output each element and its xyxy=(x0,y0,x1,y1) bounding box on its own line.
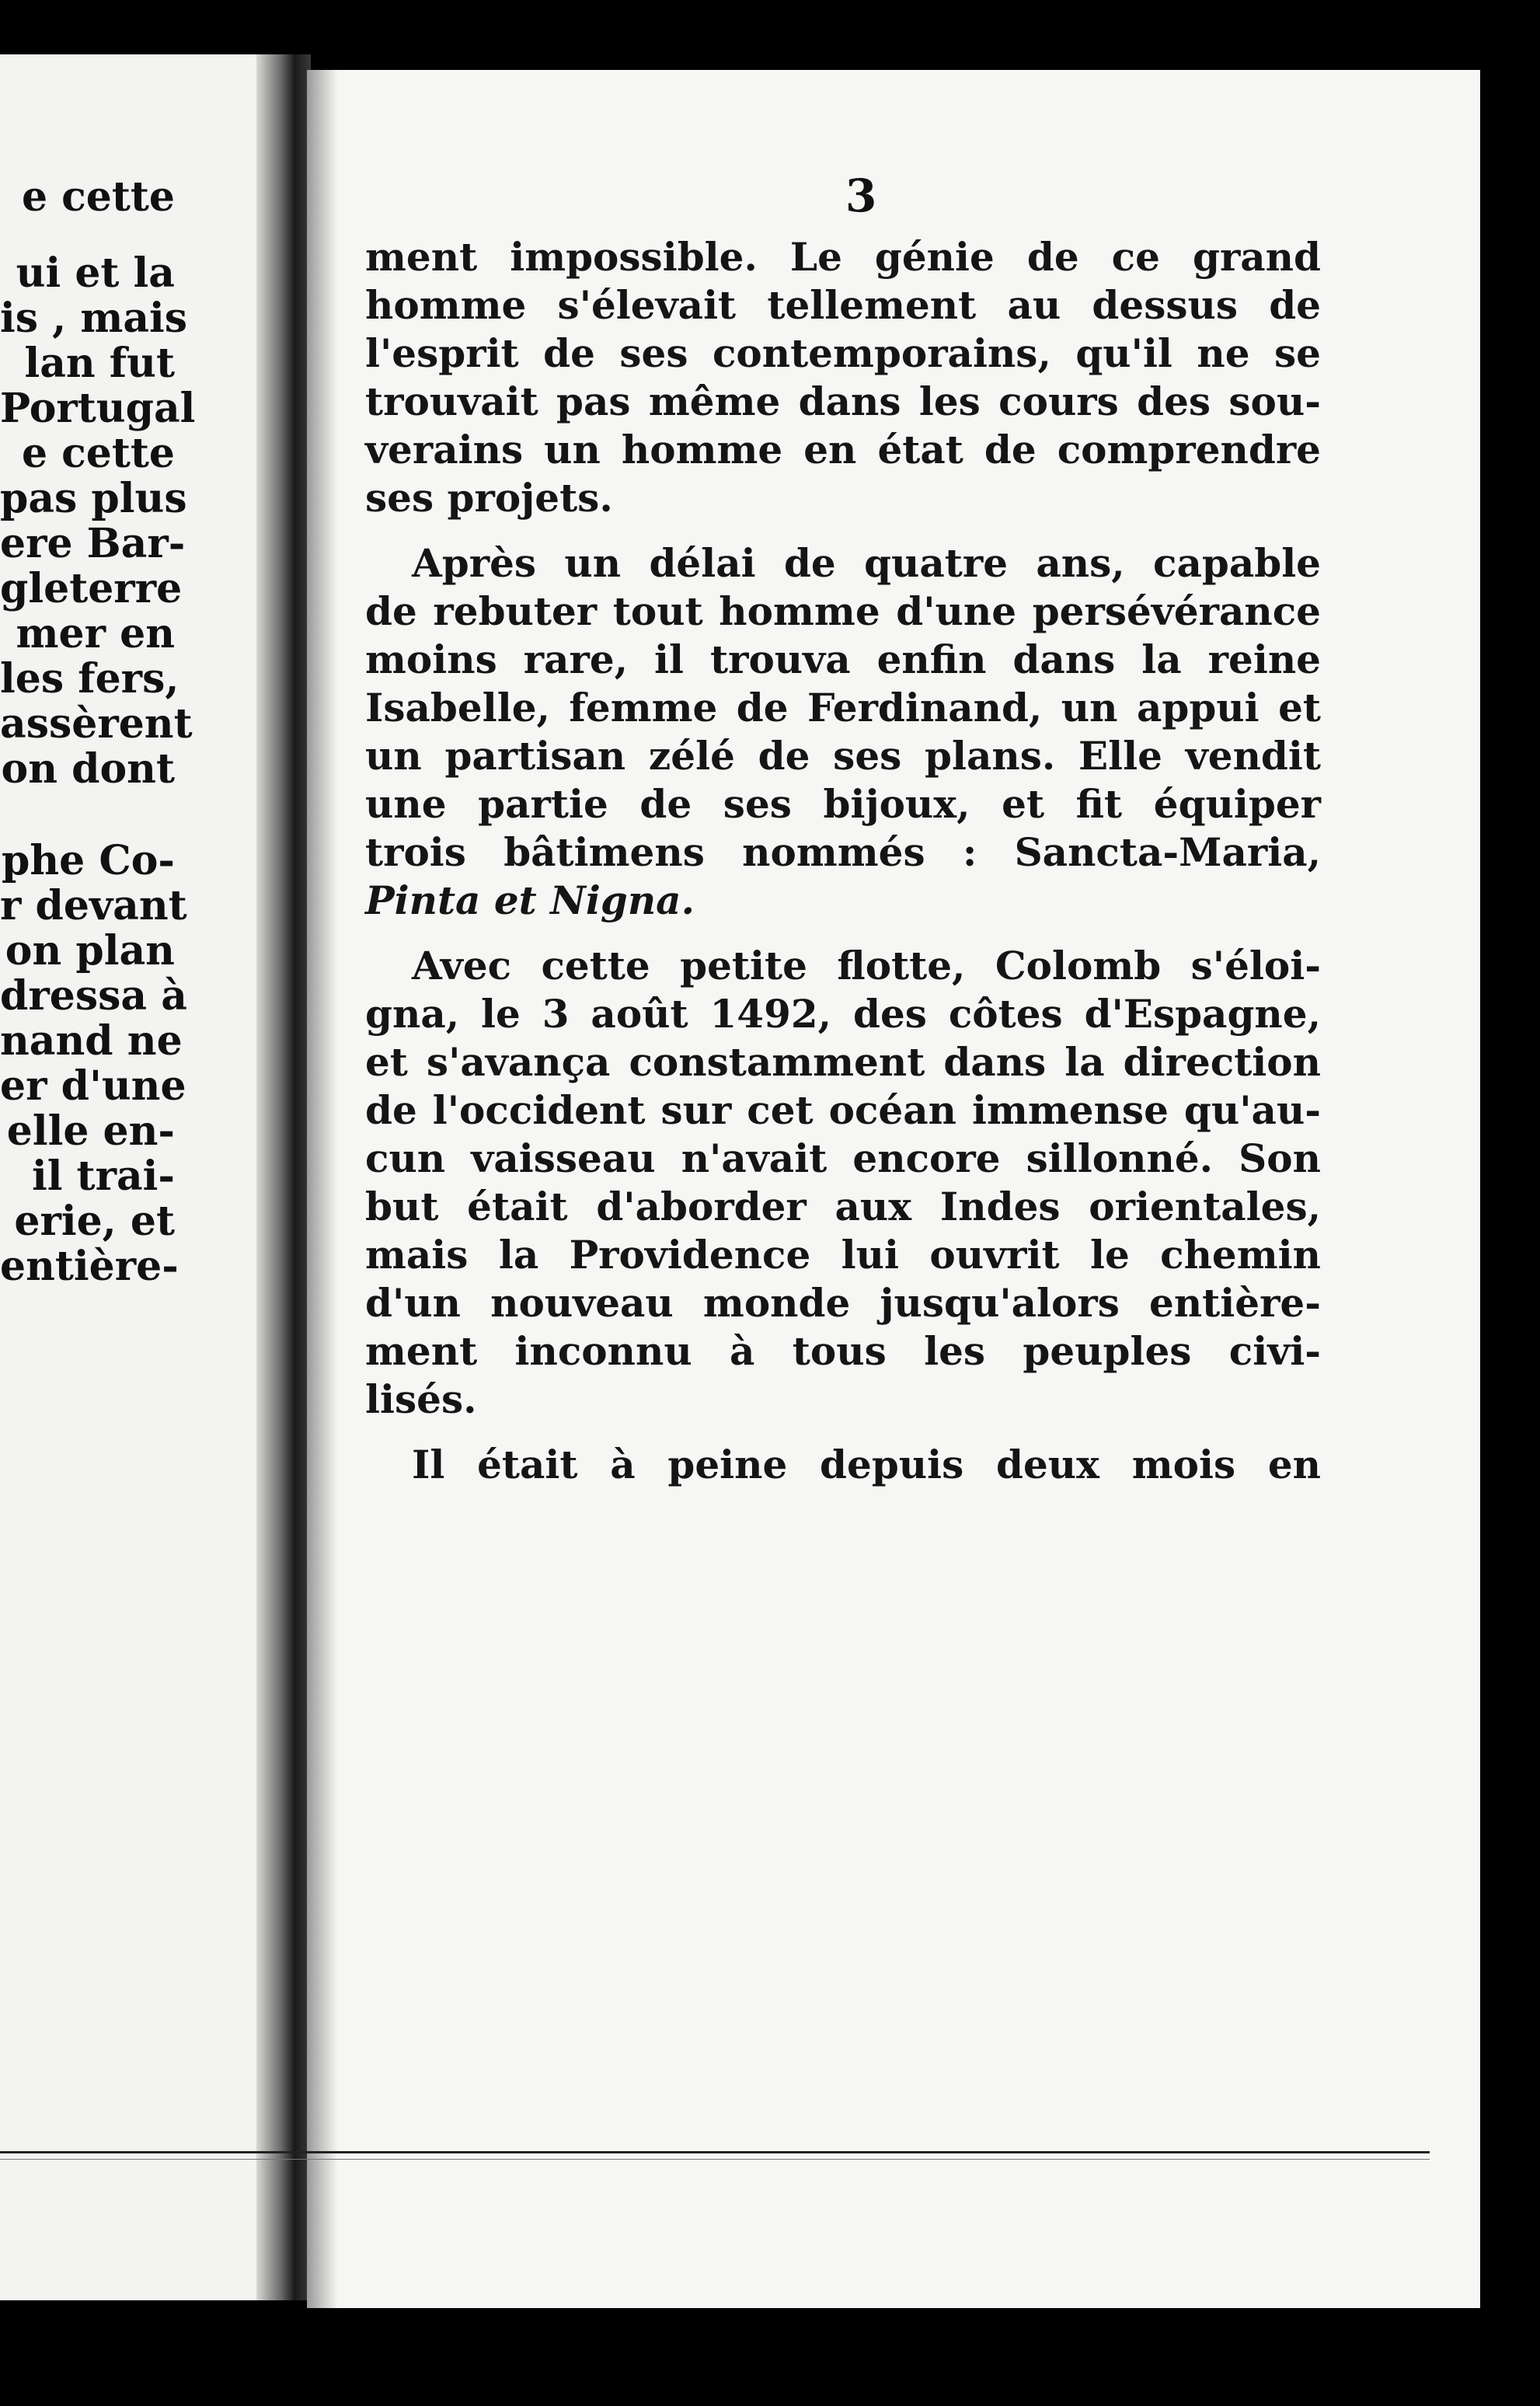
left-line: Portugal xyxy=(0,385,196,432)
left-line: ui et la xyxy=(16,249,175,297)
text-line: cun vaisseau n'avait encore sillonné. Son xyxy=(365,1135,1321,1181)
text-line: Avec cette petite flotte, Colomb s'éloi- xyxy=(412,943,1321,989)
text-line: un partisan zélé de ses plans. Elle vendit xyxy=(365,733,1321,779)
text-line: but était d'aborder aux Indes orientales, xyxy=(365,1184,1321,1229)
text-line: trois bâtimens nommés : Sancta-Maria, xyxy=(365,829,1321,875)
left-line: on plan xyxy=(5,927,175,975)
left-line: il trai- xyxy=(31,1152,175,1200)
left-line: entière- xyxy=(0,1243,179,1290)
text-line: verains un homme en état de comprendre xyxy=(365,427,1321,472)
text-line: une partie de ses bijoux, et fit équiper xyxy=(365,781,1321,827)
page-number: 3 xyxy=(845,169,877,222)
text-line: ment inconnu à tous les peuples civi- xyxy=(365,1328,1321,1374)
left-line: e cette xyxy=(21,430,175,477)
text-line: Il était à peine depuis deux mois en xyxy=(412,1442,1321,1487)
text-line: Après un délai de quatre ans, capable xyxy=(412,540,1321,586)
text-line: ses projets. xyxy=(365,475,613,521)
left-line: dressa à xyxy=(0,972,187,1020)
left-line: r devant xyxy=(0,882,187,929)
text-line: d'un nouveau monde jusqu'alors entière- xyxy=(365,1280,1321,1326)
left-page-text xyxy=(0,173,196,1290)
page-bottom-rule xyxy=(0,2151,1430,2153)
left-line: lan fut xyxy=(24,340,175,387)
left-line: assèrent xyxy=(0,700,193,748)
text-line: moins rare, il trouva enfin dans la reine xyxy=(365,636,1321,682)
left-line: les fers, xyxy=(0,655,179,703)
text-line: et s'avança constamment dans la direction xyxy=(365,1039,1321,1085)
text-line: trouvait pas même dans les cours des sou- xyxy=(365,378,1321,424)
left-line: phe Co- xyxy=(1,837,175,884)
text-line: mais la Providence lui ouvrit le chemin xyxy=(365,1232,1321,1278)
left-line: e cette xyxy=(21,173,175,221)
text-line: de l'occident sur cet océan immense qu'au- xyxy=(365,1087,1321,1133)
text-line: Isabelle, femme de Ferdinand, un appui et xyxy=(365,685,1321,731)
left-line: on dont xyxy=(1,745,175,793)
text-line: l'esprit de ses contemporains, qu'il ne se xyxy=(365,330,1321,376)
text-line: gna, le 3 août 1492, des côtes d'Espagne, xyxy=(365,991,1321,1037)
text-line: ment impossible. Le génie de ce grand xyxy=(365,234,1321,280)
left-line: pas plus xyxy=(0,475,187,522)
text-line: de rebuter tout homme d'une persévérance xyxy=(365,588,1321,634)
text-line: lisés. xyxy=(365,1376,477,1422)
left-line: gleterre xyxy=(0,565,183,612)
left-line: nand ne xyxy=(0,1017,183,1065)
book-gutter xyxy=(256,54,311,2300)
page-bottom-rule-thin xyxy=(0,2159,1430,2160)
left-line: ere Bar- xyxy=(0,520,186,567)
left-line xyxy=(0,792,175,839)
body-text xyxy=(365,233,1321,1489)
gutter-shadow xyxy=(307,70,338,2308)
left-line: is , mais xyxy=(0,295,188,342)
left-line: er d'une xyxy=(0,1062,186,1110)
text-line: Pinta et Nigna. xyxy=(365,877,695,923)
left-line: elle en- xyxy=(6,1107,175,1155)
left-line: mer en xyxy=(16,610,175,657)
left-line xyxy=(0,220,175,251)
text-line: homme s'élevait tellement au dessus de xyxy=(365,282,1321,328)
left-line: erie, et xyxy=(14,1198,175,1245)
